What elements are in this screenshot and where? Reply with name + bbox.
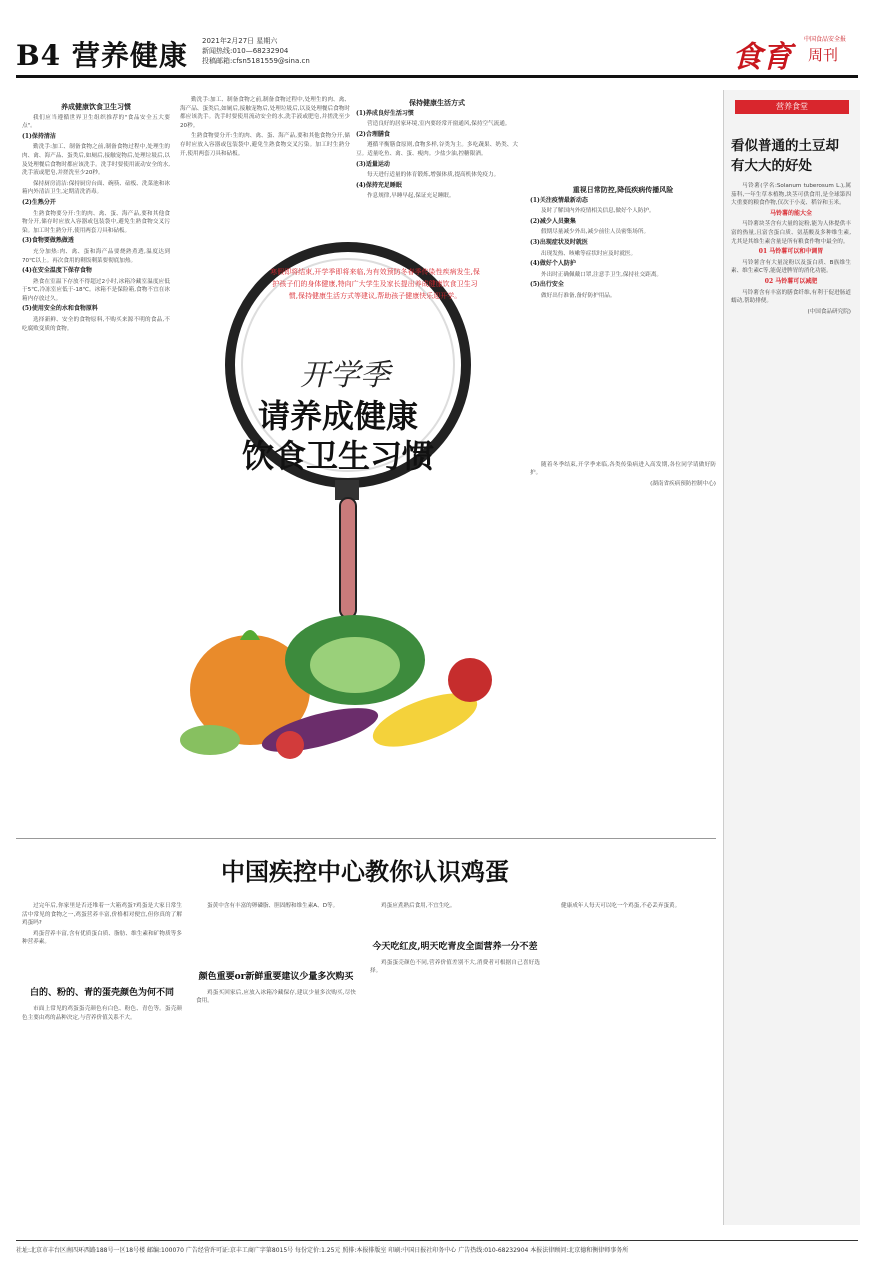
- paragraph: 勤洗手:加工、制备食物之前,制备食物过程中,处理生的肉、禽、海产品、蛋类后,如厕后,接触宠物后,处理垃圾后,以及处理餐后食物时都应该洗手。洗手时要使用流动安全的水,洗手液或肥皂,并搓洗至少20秒。: [22, 144, 170, 177]
- paragraph: 马铃薯(学名:Solanum tuberosum L.),属茄科,一年生草本植物,块茎可供食用,是全球第四大重要的粮食作物,仅次于小麦、稻谷和玉米。: [731, 183, 851, 207]
- paragraph: 马铃薯含有丰富的膳食纤维,有利于促进肠道蠕动,帮助排便。: [731, 289, 851, 305]
- sidebar-subheading: 01 马铃薯可以和中调胃: [758, 248, 824, 256]
- feature-title-line-2: 饮食卫生习惯: [241, 437, 434, 475]
- subheading: (5)出行安全: [530, 281, 564, 289]
- sidebar-article: [731, 182, 851, 1222]
- paragraph: 假期尽量减少外出,减少前往人员密集场所。: [541, 229, 650, 236]
- header-divider: [16, 75, 858, 78]
- paragraph: 鸡蛋买回家后,应放入冰箱冷藏保存,建议少量多次购买,尽快食用。: [196, 989, 356, 1005]
- subheading: (1)养成良好生活习惯: [356, 109, 414, 117]
- paragraph: 作息规律,早睡早起,保证充足睡眠。: [367, 193, 455, 200]
- pepper-icon: [276, 731, 304, 759]
- cabbage-inner-icon: [310, 637, 400, 693]
- leaf-icon: [180, 725, 240, 755]
- paragraph: 熟食在室温下存放不得超过2小时,冰箱冷藏室温度应低于5℃,冷冻室应低于-18℃。冰箱不是保险箱,食物不宜在冰箱内存放过久。: [22, 278, 170, 302]
- paragraph: 鸡蛋应煮熟后食用,不宜生吃。: [381, 903, 456, 909]
- paragraph: 遵循平衡膳食原则,食物多样,谷类为主。多吃蔬果、奶类、大豆。适量吃鱼、禽、蛋、瘦肉。少盐少油,控糖限酒。: [356, 142, 518, 157]
- feature-title-line-1: 请养成健康: [257, 397, 418, 435]
- magnifier-neck: [335, 480, 359, 500]
- section-divider: [16, 838, 716, 839]
- section-heading: 保持健康生活方式: [409, 98, 465, 107]
- sidebar-label: 营养食堂: [735, 100, 849, 114]
- lower-article-title: 中国疾控中心教你认识鸡蛋: [221, 857, 509, 886]
- paragraph: 生熟食物要分开:生的肉、禽、蛋、海产品,要和其他食物分开,储存时应放入容器或包装袋中,避免生熟食物交叉污染。加工时生熟分开,使用两套刀具和砧板。: [180, 133, 350, 157]
- subheading: (1)关注疫情最新动态: [530, 196, 588, 204]
- paragraph: 每天进行适量的体育锻炼,增强体质,提高机体免疫力。: [367, 172, 500, 179]
- logo-main: 食育: [732, 40, 792, 75]
- feature-kicker: 开学季: [300, 358, 390, 393]
- box-title-nutrition: 今天吃红皮,明天吃青皮全面营养一分不差: [372, 941, 538, 952]
- section-heading: 重视日常防控,降低疾病传播风险: [572, 185, 674, 194]
- paragraph: 勤洗手:加工、制备食物之前,制备食物过程中,处理生的肉、禽、海产品、蛋类后,如厕后,接触宠物后,处理垃圾后,以及处理餐后食物时都应该洗手。洗手时要使用流动安全的水,洗手液或肥皂,并搓洗至少20秒。: [180, 97, 350, 129]
- sidebar-subheading: 02 马铃薯可以减肥: [764, 277, 818, 285]
- paragraph: 马铃薯含有大量淀粉以及蛋白质、B族维生素、维生素C等,能促进脾胃的消化功能。: [731, 259, 851, 275]
- page-footer: 社址:北京市丰台区南四环西路188号一区18号楼 邮编:100070 广告经营许可证:京丰工商广字第8015号 每份定价:1.25元 照排:本报排版室 印刷:中国日报社印务中心 广告热线:010-68232904 本报法律顾问:北京德和衡律师事务所: [16, 1247, 629, 1254]
- logo-weekly: 周刊: [808, 46, 839, 64]
- paragraph: 选择新鲜、安全的食物原料,不购买来源不明的食品,不吃腐败变质的食物。: [22, 317, 170, 332]
- byline: (湖南省疾病预防控制中心): [650, 480, 716, 487]
- footer-divider: [16, 1240, 858, 1241]
- lower-column-3: [370, 902, 540, 1232]
- paragraph: 过完年后,你家里是否还堆着一大箱鸡蛋?鸡蛋是大家日常生活中常见的食物之一,鸡蛋营养丰富,价格相对便宜,但你真的了解鸡蛋吗?: [22, 903, 182, 927]
- subheading: (3)食物要做熟做透: [22, 237, 74, 245]
- section-heading: 养成健康饮食卫生习惯: [61, 102, 131, 111]
- subheading: (2)减少人员聚集: [530, 217, 576, 225]
- paragraph: 充分加热:肉、禽、蛋和海产品要烧熟煮透,温度达到70℃以上。再次食用的剩饭剩菜要彻底加热。: [22, 248, 170, 264]
- contribution-email: 投稿邮箱:cfsn5181559@sina.cn: [202, 57, 310, 65]
- news-hotline: 新闻热线:010—68232904: [202, 47, 289, 55]
- article-column-2: [180, 96, 350, 236]
- sidebar-source: (中国食品研究院): [807, 308, 851, 315]
- pumpkin-stem-icon: [240, 630, 260, 640]
- sidebar-title: 看似普通的土豆却有大大的好处: [731, 138, 839, 174]
- sidebar-subheading: 马铃薯的能大全: [769, 209, 812, 217]
- feature-title: [228, 396, 448, 476]
- feature-lead: 寒假即将结束,开学季即将来临,为有效预防冬春季传染性疾病发生,保护孩子们的身体健康,特向广大学生及家长提出养成健康饮食卫生习惯,保持健康生活方式等建议,帮助孩子健康快乐迎开学。: [270, 268, 480, 300]
- paragraph: 做好出行准备,备好防护用品。: [541, 292, 616, 299]
- subheading: (4)在安全温度下保存食物: [22, 267, 92, 275]
- subheading: (5)使用安全的水和食物原料: [22, 305, 98, 313]
- subheading: (3)适量运动: [356, 160, 390, 168]
- hero-illustration: [180, 240, 515, 770]
- edition-meta: [202, 36, 310, 66]
- issue-date: 2021年2月27日 星期六: [202, 37, 278, 45]
- subheading: (2)合理膳食: [356, 130, 390, 138]
- subheading: (1)保持清洁: [22, 132, 56, 140]
- paragraph: 市面上常见的鸡蛋蛋壳颜色有白色、粉色、青色等。蛋壳颜色主要由鸡的品种决定,与营养价值关系不大。: [22, 1005, 182, 1021]
- lower-column-4: [550, 902, 716, 1232]
- paragraph: 鸡蛋营养丰富,含有优质蛋白质、脂肪、维生素和矿物质等多种营养素。: [22, 930, 182, 946]
- lower-column-1: [22, 902, 182, 1232]
- paragraph: 健康成年人每天可以吃一个鸡蛋,不必丢弃蛋黄。: [561, 903, 681, 909]
- paragraph: 蛋黄中含有丰富的卵磷脂、胆固醇和维生素A、D等。: [207, 903, 339, 909]
- box-title-freshness: 颜色重要or新鲜重要建议少量多次购买: [198, 971, 354, 982]
- subheading: (2)生熟分开: [22, 198, 56, 206]
- article-column-4: [530, 96, 716, 826]
- paragraph: 外出时正确佩戴口罩,注意手卫生,保持社交距离。: [541, 271, 663, 278]
- paragraph: 马铃薯块茎含有大量的淀粉,能为人体提供丰富的热量,且富含蛋白质、氨基酸及多种维生素,尤其是其维生素含量是所有粮食作物中最全的。: [731, 221, 851, 245]
- paragraph: 出现发热、咳嗽等症状时应及时就医。: [541, 250, 637, 257]
- paragraph: 营造良好的居家环境,室内要经常开窗通风,保持空气流通。: [367, 121, 511, 128]
- paragraph: 生熟食物要分开:生的肉、禽、蛋、海产品,要和其他食物分开,储存时应放入容器或包装袋中,避免生熟食物交叉污染。加工时生熟分开,使用两套刀具和砧板。: [22, 210, 170, 234]
- tomato-icon: [448, 658, 492, 702]
- page-header: [16, 32, 856, 75]
- masthead-logo: [732, 32, 852, 75]
- lower-column-2: [196, 902, 356, 1232]
- paragraph: 我们应当遵循世界卫生组织推荐的"食品安全五大要点"。: [22, 114, 170, 130]
- paragraph: 鸡蛋蛋壳颜色不同,营养价值差别不大,消费者可根据自己喜好选择。: [370, 959, 540, 975]
- subheading: (4)做好个人防护: [530, 260, 576, 268]
- magnifier-handle: [340, 498, 356, 618]
- caption: 随着冬季结束,开学季来临,各类传染病进入高发期,各位同学请做好防护。: [530, 461, 716, 477]
- paragraph: 及时了解国内外疫情相关信息,做好个人防护。: [541, 208, 655, 215]
- box-title-shell-color: 白的、粉的、青的蛋壳颜色为何不同: [29, 987, 174, 998]
- logo-sub: 中国食品安全报: [804, 36, 847, 43]
- article-column-1: [22, 100, 170, 830]
- page-code: B4 营养健康: [16, 39, 188, 72]
- subheading: (4)保持充足睡眠: [356, 181, 402, 189]
- subheading: (3)出现症状及时就医: [530, 238, 588, 246]
- paragraph: 保持厨房清洁:保持厨房台面、碗筷、砧板、洗菜池和冰箱内外清洁卫生,定期清洗消毒。: [22, 180, 170, 196]
